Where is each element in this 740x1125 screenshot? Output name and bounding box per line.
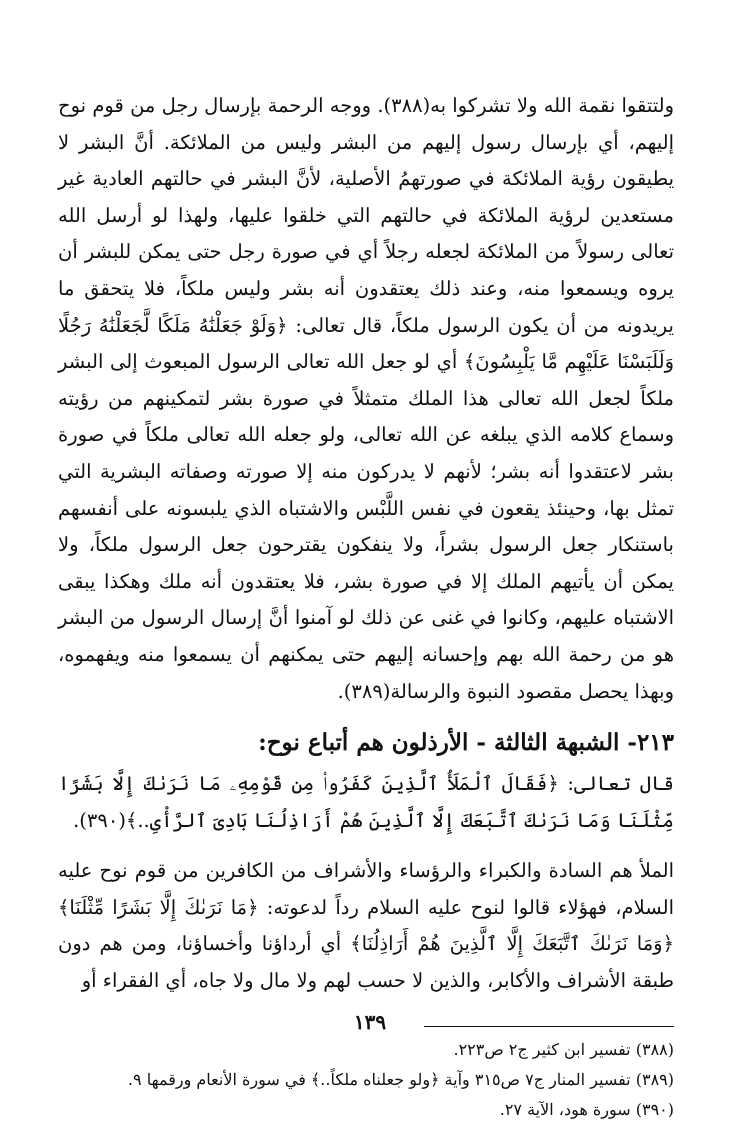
footnote-388: (٣٨٨) تفسير ابن كثير ج٢ ص٢٢٣.: [453, 1039, 674, 1059]
body-paragraph-continuation: ولتتقوا نقمة الله ولا تشركوا به(٣٨٨). ووجه الرحمة بإرسال رجل من قوم نوح إليهم، أي بإرسال رسول إليهم من البشر وليس من الملائكة. أنَّ البشر لا يطيقون رؤية الملائكة في صورتهمُ الأصلية، لأنَّ البشر في حالتهم العادية غير مستعدين لرؤية الملائكة في حالتهم التي خلقوا عليها، ولهذا لو أرسل الله تعالى رسولاً من الملائكة لجعله رجلاً أي في صورة رجل حتى يمكن للبشر أن يروه ويسمعوا منه، وعند ذلك يعتقدون أنه بشر وليس ملكاً، فلا يتحقق ما يريدونه من أن يكون الرسول ملكاً، قال تعالى: ﴿وَلَوْ جَعَلْنَٰهُ مَلَكًا لَّجَعَلْنَٰهُ رَجُلًا وَلَلَبَسْنَا عَلَيْهِم مَّا يَلْبِسُونَ﴾ أي لو جعل الله تعالى الرسول المبعوث إلى البشر ملكاً لجعل الله تعالى هذا الملك متمثلاً في صورة بشر لتمكينهم من رؤيته وسماع كلامه الذي يبلغه عن الله تعالى، ولو جعله الله تعالى ملكاً في صورة بشر لاعتقدوا أنه بشر؛ لأنهم لا يدركون منه إلا صورته وصفاته البشرية التي تمثل بها، وحينئذ يقعون في نفس اللَّبْس والاشتباه الذي يلبسونه على أنفسهم باستنكار جعل الرسول بشراً، ولا ينفكون يقترحون جعل الرسول ملكاً، ولا يمكن أن يأتيهم الملك إلا في صورة بشر، فلا يعتقدون أنه ملك وهكذا يبقى الاشتباه عليهم، وكانوا في غنى عن ذلك لو آمنوا أنَّ إرسال الرسول من البشر هو من رحمة الله بهم وإحسانه إليهم حتى يمكنهم أن يسمعوا منه ويفهموه، وبهذا يحصل مقصود النبوة والرسالة(٣٨٩).: [58, 94, 674, 703]
quran-verse-paragraph: قال تعالى: ﴿فَقَالَ ٱلْمَلَأُ ٱلَّذِينَ كَفَرُوا۟ مِن قَوْمِهِۦ مَا نَرَىٰكَ إِلَّا بَشَرًا مِّثْلَنَا وَمَا نَرَىٰكَ ٱتَّبَعَكَ إِلَّا ٱلَّذِينَ هُمْ أَرَاذِلُنَا بَادِىَ ٱلرَّأْىِ..﴾(٣٩٠).: [58, 772, 674, 832]
footnote-389: (٣٨٩) تفسير المنار ج٧ ص٣١٥ وآية ﴿ولو جعلناه ملكاً..﴾ في سورة الأنعام ورقمها ٩.: [127, 1069, 674, 1089]
footnote-390: (٣٩٠) سورة هود، الآية ٢٧.: [499, 1099, 674, 1119]
body-paragraph-explanation: الملأ هم السادة والكبراء والرؤساء والأشراف من الكافرين من قوم نوح عليه السلام، فهؤلاء قالوا لنوح عليه السلام رداً لدعوته: ﴿مَا نَرَىٰكَ إِلَّا بَشَرًا مِّثْلَنَا﴾ ﴿وَمَا نَرَىٰكَ ٱتَّبَعَكَ إِلَّا ٱلَّذِينَ هُمْ أَرَاذِلُنَا﴾ أي أرداؤنا وأخساؤنا، ومن هم دون طبقة الأشراف والأكابر، والذين لا حسب لهم ولا مال ولا جاه، أي الفقراء أو: [58, 859, 674, 993]
page-number: ١٣٩: [353, 1010, 387, 1034]
section-heading: ٢١٣- الشبهة الثالثة - الأرذلون هم أتباع نوح:: [258, 729, 674, 757]
